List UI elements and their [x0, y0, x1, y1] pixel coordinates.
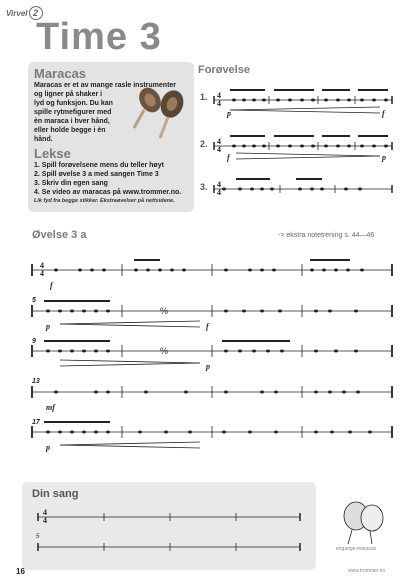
lesson-heading: Lekse — [34, 146, 71, 161]
forovelse-dynamic-f2: f — [227, 153, 230, 162]
lesson-item-2: 2. Spill øvelse 3 a med sangen Time 3 — [34, 171, 159, 178]
logo-text: Virvel — [6, 9, 28, 18]
ovelse-dyn-6: mf — [46, 403, 55, 412]
mascot-caption: engange-maracas — [336, 546, 377, 552]
svg-text:4: 4 — [43, 516, 47, 525]
page-title: Time 3 — [36, 16, 162, 58]
forovelse-dynamic-p: p — [227, 109, 231, 118]
din-sang-measure-number: 5 — [36, 534, 40, 540]
info-line-6: eller holde begge i èn — [34, 127, 106, 134]
din-sang-heading: Din sang — [32, 488, 79, 500]
info-line-5: èn maraca i hver hånd, — [34, 118, 110, 125]
simile-marks — [160, 306, 168, 356]
forovelse-label-2: 2. — [200, 139, 208, 149]
svg-text:%: % — [160, 306, 169, 316]
footer-website[interactable]: www.trommer.no — [348, 568, 386, 574]
ovelse-dyn-2: p — [46, 322, 50, 331]
info-heading: Maracas — [34, 66, 87, 81]
lesson-item-1: 1. Spill forøvelsene mens du teller høyt — [34, 162, 164, 169]
logo-number: 2 — [29, 6, 43, 20]
measure-number-5: 5 — [32, 297, 36, 304]
ovelse-dyn-3: f — [206, 322, 209, 331]
svg-text:4: 4 — [217, 99, 221, 108]
forovelse-heading: Forøvelse — [198, 64, 250, 76]
info-line-4: spille rytmefigurer med — [34, 109, 112, 116]
ovelse-dyn-1: f — [50, 281, 53, 290]
svg-text:4: 4 — [217, 145, 221, 154]
measure-number-13: 13 — [32, 378, 40, 385]
lesson-note: Lik fyd fra begge stikker. Ekstraøvelser på nettsidene. — [34, 198, 175, 204]
forovelse-dynamic-p2: p — [382, 153, 386, 162]
page-number: 16 — [16, 567, 25, 576]
forovelse-label-3: 3. — [200, 182, 208, 192]
forovelse-dynamic-f: f — [382, 109, 385, 118]
info-line-2: og ligner på shaker i — [34, 91, 103, 98]
svg-text:4: 4 — [217, 180, 221, 189]
info-line-3: lyd og funksjon. Du kan — [34, 100, 113, 107]
lesson-item-3: 3. Skriv din egen sang — [34, 180, 108, 187]
ovelse-heading: Øvelse 3 a — [32, 229, 87, 241]
measure-number-9: 9 — [32, 338, 36, 345]
svg-text:4: 4 — [217, 188, 221, 197]
time-signatures — [40, 91, 221, 525]
measure-number-17: 17 — [32, 419, 40, 426]
svg-text:4: 4 — [40, 261, 44, 270]
lesson-item-4: 4. Se video av maracas på www.trommer.no. — [34, 189, 182, 196]
ovelse-reference: -> ekstra notetrening s. 44—46 — [278, 232, 375, 239]
svg-text:4: 4 — [43, 508, 47, 517]
ovelse-dyn-5: p — [46, 443, 50, 452]
info-line-7: hånd. — [34, 136, 53, 143]
svg-text:%: % — [160, 346, 169, 356]
svg-text:4: 4 — [40, 269, 44, 278]
svg-text:4: 4 — [217, 91, 221, 100]
svg-text:4: 4 — [217, 137, 221, 146]
forovelse-label-1: 1. — [200, 92, 208, 102]
info-line-1: Maracas er et av mange rasle instrumenter — [34, 82, 177, 89]
ovelse-dyn-4: p — [206, 362, 210, 371]
